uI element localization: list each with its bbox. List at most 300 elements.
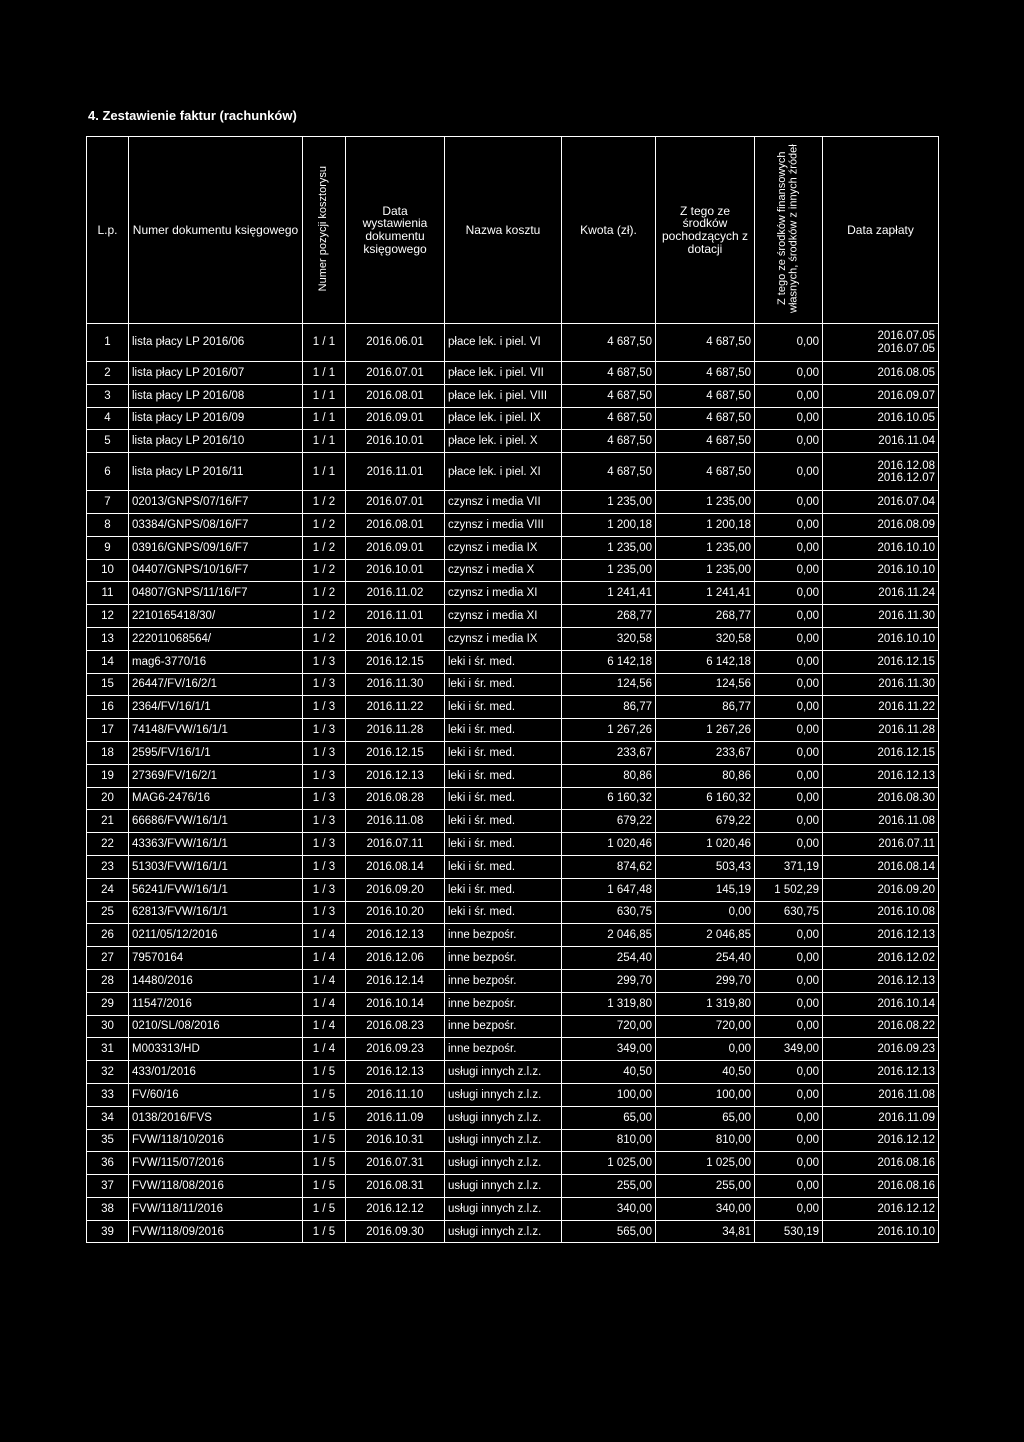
cell-grant-funds: 1 267,26 bbox=[656, 719, 755, 742]
column-header-payment-date: Data zapłaty bbox=[823, 137, 939, 324]
table-row bbox=[87, 969, 939, 992]
cell-grant-funds: 4 687,50 bbox=[656, 324, 755, 362]
cell-amount: 1 025,00 bbox=[562, 1152, 656, 1175]
cell-own-funds: 0,00 bbox=[755, 1015, 823, 1038]
cell-lp: 25 bbox=[87, 901, 129, 924]
invoice-table-body bbox=[87, 324, 939, 1243]
cell-payment-date bbox=[823, 855, 939, 878]
table-row bbox=[87, 491, 939, 514]
cell-issue-date: 2016.10.01 bbox=[346, 430, 445, 453]
payment-date-value: 2016.11.30 bbox=[878, 678, 935, 691]
cell-estimate-position: 1 / 3 bbox=[303, 878, 346, 901]
cell-grant-funds: 86,77 bbox=[656, 696, 755, 719]
table-row bbox=[87, 362, 939, 385]
cell-issue-date: 2016.12.15 bbox=[346, 741, 445, 764]
cell-cost-name: leki i śr. med. bbox=[445, 673, 562, 696]
cell-lp: 14 bbox=[87, 650, 129, 673]
payment-date-value: 2016.08.30 bbox=[877, 792, 935, 805]
cell-amount: 6 160,32 bbox=[562, 787, 656, 810]
table-row bbox=[87, 1038, 939, 1061]
cell-amount: 1 267,26 bbox=[562, 719, 656, 742]
cell-lp: 11 bbox=[87, 582, 129, 605]
cell-estimate-position: 1 / 5 bbox=[303, 1061, 346, 1084]
cell-amount: 6 142,18 bbox=[562, 650, 656, 673]
cell-issue-date: 2016.11.08 bbox=[346, 810, 445, 833]
cell-payment-date bbox=[823, 1197, 939, 1220]
cell-issue-date: 2016.10.01 bbox=[346, 627, 445, 650]
cell-issue-date: 2016.09.23 bbox=[346, 1038, 445, 1061]
cell-amount: 1 200,18 bbox=[562, 513, 656, 536]
cell-document-number: lista płacy LP 2016/09 bbox=[129, 407, 303, 430]
cell-issue-date: 2016.09.30 bbox=[346, 1220, 445, 1243]
cell-issue-date: 2016.12.13 bbox=[346, 1061, 445, 1084]
cell-own-funds: 0,00 bbox=[755, 605, 823, 628]
cell-issue-date: 2016.08.01 bbox=[346, 513, 445, 536]
table-row bbox=[87, 536, 939, 559]
table-row bbox=[87, 764, 939, 787]
cell-document-number: 04407/GNPS/10/16/F7 bbox=[129, 559, 303, 582]
table-row bbox=[87, 901, 939, 924]
cell-grant-funds: 4 687,50 bbox=[656, 362, 755, 385]
cell-own-funds: 0,00 bbox=[755, 513, 823, 536]
cell-own-funds: 0,00 bbox=[755, 1197, 823, 1220]
cell-grant-funds: 503,43 bbox=[656, 855, 755, 878]
cell-grant-funds: 6 160,32 bbox=[656, 787, 755, 810]
cell-own-funds: 0,00 bbox=[755, 491, 823, 514]
cell-grant-funds: 0,00 bbox=[656, 901, 755, 924]
cell-estimate-position: 1 / 1 bbox=[303, 407, 346, 430]
cell-estimate-position: 1 / 2 bbox=[303, 513, 346, 536]
cell-grant-funds: 320,58 bbox=[656, 627, 755, 650]
cell-lp: 26 bbox=[87, 924, 129, 947]
cell-payment-date bbox=[823, 582, 939, 605]
cell-issue-date: 2016.07.01 bbox=[346, 491, 445, 514]
cell-payment-date bbox=[823, 1106, 939, 1129]
cell-estimate-position: 1 / 4 bbox=[303, 1015, 346, 1038]
cell-amount: 254,40 bbox=[562, 947, 656, 970]
cell-grant-funds: 255,00 bbox=[656, 1175, 755, 1198]
cell-issue-date: 2016.08.23 bbox=[346, 1015, 445, 1038]
cell-payment-date bbox=[823, 696, 939, 719]
cell-issue-date: 2016.11.28 bbox=[346, 719, 445, 742]
cell-document-number: 222011068564/ bbox=[129, 627, 303, 650]
payment-date-value: 2016.08.14 bbox=[877, 860, 935, 873]
cell-cost-name: inne bezpośr. bbox=[445, 1038, 562, 1061]
table-row bbox=[87, 1152, 939, 1175]
cell-amount: 4 687,50 bbox=[562, 430, 656, 453]
cell-issue-date: 2016.08.14 bbox=[346, 855, 445, 878]
cell-own-funds: 349,00 bbox=[755, 1038, 823, 1061]
cell-lp: 32 bbox=[87, 1061, 129, 1084]
cell-amount: 1 235,00 bbox=[562, 536, 656, 559]
cell-lp: 9 bbox=[87, 536, 129, 559]
cell-grant-funds: 2 046,85 bbox=[656, 924, 755, 947]
cell-own-funds: 0,00 bbox=[755, 559, 823, 582]
cell-own-funds: 0,00 bbox=[755, 1106, 823, 1129]
cell-amount: 233,67 bbox=[562, 741, 656, 764]
cell-lp: 37 bbox=[87, 1175, 129, 1198]
cell-estimate-position: 1 / 2 bbox=[303, 559, 346, 582]
cell-document-number: 11547/2016 bbox=[129, 992, 303, 1015]
cell-issue-date: 2016.12.15 bbox=[346, 650, 445, 673]
cell-estimate-position: 1 / 3 bbox=[303, 901, 346, 924]
cell-amount: 1 235,00 bbox=[562, 559, 656, 582]
cell-grant-funds: 4 687,50 bbox=[656, 407, 755, 430]
cell-estimate-position: 1 / 3 bbox=[303, 741, 346, 764]
table-row bbox=[87, 1197, 939, 1220]
payment-date-value: 2016.08.16 bbox=[877, 1179, 935, 1192]
column-header-cost-name: Nazwa kosztu bbox=[445, 137, 562, 324]
payment-date-value: 2016.12.13 bbox=[877, 769, 935, 782]
cell-payment-date bbox=[823, 1129, 939, 1152]
cell-estimate-position: 1 / 2 bbox=[303, 627, 346, 650]
payment-date-value: 2016.12.02 bbox=[877, 951, 935, 964]
cell-payment-date bbox=[823, 627, 939, 650]
cell-document-number: 03916/GNPS/09/16/F7 bbox=[129, 536, 303, 559]
cell-document-number: 0210/SL/08/2016 bbox=[129, 1015, 303, 1038]
cell-issue-date: 2016.12.06 bbox=[346, 947, 445, 970]
cell-amount: 4 687,50 bbox=[562, 384, 656, 407]
cell-document-number: lista płacy LP 2016/07 bbox=[129, 362, 303, 385]
cell-cost-name: płace lek. i piel. XI bbox=[445, 453, 562, 491]
cell-issue-date: 2016.10.20 bbox=[346, 901, 445, 924]
cell-issue-date: 2016.10.01 bbox=[346, 559, 445, 582]
cell-own-funds: 0,00 bbox=[755, 764, 823, 787]
cell-lp: 12 bbox=[87, 605, 129, 628]
cell-document-number: 2595/FV/16/1/1 bbox=[129, 741, 303, 764]
cell-cost-name: czynsz i media XI bbox=[445, 582, 562, 605]
cell-payment-date bbox=[823, 491, 939, 514]
table-row bbox=[87, 1015, 939, 1038]
table-row bbox=[87, 407, 939, 430]
cell-document-number: lista płacy LP 2016/06 bbox=[129, 324, 303, 362]
table-header-row bbox=[87, 137, 939, 324]
cell-document-number: 14480/2016 bbox=[129, 969, 303, 992]
payment-date-value: 2016.11.30 bbox=[878, 610, 935, 623]
cell-own-funds: 0,00 bbox=[755, 969, 823, 992]
cell-cost-name: usługi innych z.l.z. bbox=[445, 1175, 562, 1198]
cell-own-funds: 0,00 bbox=[755, 1083, 823, 1106]
cell-estimate-position: 1 / 1 bbox=[303, 324, 346, 362]
cell-lp: 3 bbox=[87, 384, 129, 407]
cell-amount: 340,00 bbox=[562, 1197, 656, 1220]
cell-cost-name: usługi innych z.l.z. bbox=[445, 1152, 562, 1175]
cell-payment-date bbox=[823, 362, 939, 385]
cell-document-number: 2210165418/30/ bbox=[129, 605, 303, 628]
cell-document-number: 0211/05/12/2016 bbox=[129, 924, 303, 947]
payment-date-value: 2016.07.11 bbox=[878, 838, 935, 850]
cell-document-number: 2364/FV/16/1/1 bbox=[129, 696, 303, 719]
cell-estimate-position: 1 / 3 bbox=[303, 833, 346, 856]
cell-lp: 31 bbox=[87, 1038, 129, 1061]
cell-issue-date: 2016.12.12 bbox=[346, 1197, 445, 1220]
cell-own-funds: 0,00 bbox=[755, 719, 823, 742]
payment-date-value: 2016.10.10 bbox=[877, 632, 935, 645]
cell-own-funds: 0,00 bbox=[755, 453, 823, 491]
cell-issue-date: 2016.06.01 bbox=[346, 324, 445, 362]
cell-estimate-position: 1 / 5 bbox=[303, 1175, 346, 1198]
table-row bbox=[87, 787, 939, 810]
cell-estimate-position: 1 / 2 bbox=[303, 582, 346, 605]
cell-estimate-position: 1 / 5 bbox=[303, 1197, 346, 1220]
cell-estimate-position: 1 / 3 bbox=[303, 650, 346, 673]
cell-issue-date: 2016.11.09 bbox=[346, 1106, 445, 1129]
cell-payment-date bbox=[823, 992, 939, 1015]
cell-own-funds: 0,00 bbox=[755, 673, 823, 696]
cell-own-funds: 0,00 bbox=[755, 992, 823, 1015]
cell-document-number: MAG6-2476/16 bbox=[129, 787, 303, 810]
cell-lp: 8 bbox=[87, 513, 129, 536]
cell-cost-name: leki i śr. med. bbox=[445, 810, 562, 833]
cell-document-number: 56241/FVW/16/1/1 bbox=[129, 878, 303, 901]
cell-issue-date: 2016.08.28 bbox=[346, 787, 445, 810]
cell-grant-funds: 100,00 bbox=[656, 1083, 755, 1106]
cell-own-funds: 0,00 bbox=[755, 947, 823, 970]
cell-grant-funds: 124,56 bbox=[656, 673, 755, 696]
cell-cost-name: czynsz i media IX bbox=[445, 627, 562, 650]
cell-issue-date: 2016.08.01 bbox=[346, 384, 445, 407]
cell-amount: 1 241,41 bbox=[562, 582, 656, 605]
cell-payment-date bbox=[823, 810, 939, 833]
cell-amount: 4 687,50 bbox=[562, 453, 656, 491]
cell-document-number: 79570164 bbox=[129, 947, 303, 970]
cell-own-funds: 0,00 bbox=[755, 741, 823, 764]
cell-estimate-position: 1 / 3 bbox=[303, 810, 346, 833]
cell-lp: 30 bbox=[87, 1015, 129, 1038]
cell-amount: 80,86 bbox=[562, 764, 656, 787]
cell-grant-funds: 1 319,80 bbox=[656, 992, 755, 1015]
payment-date-value: 2016.12.13 bbox=[877, 1065, 935, 1078]
table-row bbox=[87, 1220, 939, 1243]
table-row bbox=[87, 673, 939, 696]
cell-cost-name: płace lek. i piel. X bbox=[445, 430, 562, 453]
payment-date-value: 2016.12.07 bbox=[877, 471, 935, 484]
cell-issue-date: 2016.09.20 bbox=[346, 878, 445, 901]
cell-estimate-position: 1 / 4 bbox=[303, 924, 346, 947]
cell-amount: 124,56 bbox=[562, 673, 656, 696]
cell-cost-name: płace lek. i piel. VI bbox=[445, 324, 562, 362]
cell-payment-date bbox=[823, 901, 939, 924]
section-title: 4. Zestawienie faktur (rachunków) bbox=[88, 108, 297, 123]
cell-estimate-position: 1 / 3 bbox=[303, 787, 346, 810]
cell-estimate-position: 1 / 2 bbox=[303, 491, 346, 514]
cell-document-number: 74148/FVW/16/1/1 bbox=[129, 719, 303, 742]
table-row bbox=[87, 559, 939, 582]
cell-payment-date bbox=[823, 1175, 939, 1198]
cell-payment-date bbox=[823, 650, 939, 673]
table-row bbox=[87, 627, 939, 650]
cell-document-number: M003313/HD bbox=[129, 1038, 303, 1061]
cell-estimate-position: 1 / 1 bbox=[303, 362, 346, 385]
cell-lp: 10 bbox=[87, 559, 129, 582]
table-row bbox=[87, 992, 939, 1015]
table-row bbox=[87, 513, 939, 536]
cell-own-funds: 0,00 bbox=[755, 1129, 823, 1152]
cell-cost-name: czynsz i media X bbox=[445, 559, 562, 582]
cell-issue-date: 2016.10.14 bbox=[346, 992, 445, 1015]
payment-date-value: 2016.10.10 bbox=[877, 541, 935, 554]
cell-amount: 2 046,85 bbox=[562, 924, 656, 947]
payment-date-value: 2016.10.10 bbox=[877, 564, 935, 577]
cell-cost-name: leki i śr. med. bbox=[445, 696, 562, 719]
cell-grant-funds: 0,00 bbox=[656, 1038, 755, 1061]
cell-grant-funds: 40,50 bbox=[656, 1061, 755, 1084]
cell-estimate-position: 1 / 4 bbox=[303, 947, 346, 970]
cell-estimate-position: 1 / 1 bbox=[303, 384, 346, 407]
cell-amount: 320,58 bbox=[562, 627, 656, 650]
cell-lp: 5 bbox=[87, 430, 129, 453]
table-row bbox=[87, 650, 939, 673]
payment-date-value: 2016.11.22 bbox=[878, 701, 935, 714]
cell-estimate-position: 1 / 5 bbox=[303, 1152, 346, 1175]
cell-payment-date bbox=[823, 1061, 939, 1084]
cell-amount: 4 687,50 bbox=[562, 407, 656, 430]
cell-payment-date bbox=[823, 947, 939, 970]
cell-issue-date: 2016.12.13 bbox=[346, 924, 445, 947]
cell-lp: 13 bbox=[87, 627, 129, 650]
cell-estimate-position: 1 / 1 bbox=[303, 430, 346, 453]
cell-amount: 268,77 bbox=[562, 605, 656, 628]
cell-amount: 1 319,80 bbox=[562, 992, 656, 1015]
cell-document-number: FVW/118/08/2016 bbox=[129, 1175, 303, 1198]
payment-date-value: 2016.12.08 bbox=[877, 459, 935, 472]
cell-lp: 29 bbox=[87, 992, 129, 1015]
payment-date-value: 2016.12.13 bbox=[877, 974, 935, 987]
cell-document-number: 433/01/2016 bbox=[129, 1061, 303, 1084]
cell-payment-date bbox=[823, 1083, 939, 1106]
cell-lp: 17 bbox=[87, 719, 129, 742]
cell-cost-name: inne bezpośr. bbox=[445, 1015, 562, 1038]
cell-own-funds: 0,00 bbox=[755, 924, 823, 947]
cell-amount: 1 020,46 bbox=[562, 833, 656, 856]
cell-payment-date bbox=[823, 764, 939, 787]
cell-own-funds: 0,00 bbox=[755, 407, 823, 430]
table-row bbox=[87, 696, 939, 719]
cell-amount: 349,00 bbox=[562, 1038, 656, 1061]
table-row bbox=[87, 384, 939, 407]
cell-cost-name: leki i śr. med. bbox=[445, 741, 562, 764]
cell-cost-name: inne bezpośr. bbox=[445, 992, 562, 1015]
cell-lp: 24 bbox=[87, 878, 129, 901]
cell-grant-funds: 679,22 bbox=[656, 810, 755, 833]
cell-cost-name: usługi innych z.l.z. bbox=[445, 1129, 562, 1152]
cell-document-number: lista płacy LP 2016/08 bbox=[129, 384, 303, 407]
cell-payment-date bbox=[823, 1220, 939, 1243]
cell-payment-date bbox=[823, 559, 939, 582]
cell-estimate-position: 1 / 5 bbox=[303, 1083, 346, 1106]
cell-grant-funds: 4 687,50 bbox=[656, 453, 755, 491]
cell-grant-funds: 145,19 bbox=[656, 878, 755, 901]
payment-date-value: 2016.11.04 bbox=[878, 435, 935, 448]
column-header-own-funds: Z tego ze środków finansowych własnych, środków z innych źródeł bbox=[755, 137, 823, 324]
payment-date-value: 2016.10.08 bbox=[877, 906, 935, 919]
cell-estimate-position: 1 / 2 bbox=[303, 605, 346, 628]
cell-payment-date bbox=[823, 673, 939, 696]
cell-document-number: FVW/115/07/2016 bbox=[129, 1152, 303, 1175]
cell-document-number: FVW/118/09/2016 bbox=[129, 1220, 303, 1243]
payment-date-value: 2016.07.05 bbox=[877, 330, 935, 343]
cell-own-funds: 0,00 bbox=[755, 650, 823, 673]
cell-grant-funds: 4 687,50 bbox=[656, 384, 755, 407]
cell-document-number: lista płacy LP 2016/10 bbox=[129, 430, 303, 453]
cell-document-number: FV/60/16 bbox=[129, 1083, 303, 1106]
cell-issue-date: 2016.07.01 bbox=[346, 362, 445, 385]
cell-own-funds: 0,00 bbox=[755, 362, 823, 385]
cell-lp: 33 bbox=[87, 1083, 129, 1106]
cell-document-number: 26447/FV/16/2/1 bbox=[129, 673, 303, 696]
cell-lp: 39 bbox=[87, 1220, 129, 1243]
payment-date-value: 2016.07.05 bbox=[877, 342, 935, 355]
table-row bbox=[87, 1129, 939, 1152]
cell-issue-date: 2016.11.30 bbox=[346, 673, 445, 696]
cell-document-number: FVW/118/10/2016 bbox=[129, 1129, 303, 1152]
cell-cost-name: leki i śr. med. bbox=[445, 764, 562, 787]
cell-amount: 86,77 bbox=[562, 696, 656, 719]
cell-own-funds: 0,00 bbox=[755, 833, 823, 856]
cell-own-funds: 371,19 bbox=[755, 855, 823, 878]
payment-date-value: 2016.11.08 bbox=[878, 815, 935, 828]
cell-own-funds: 630,75 bbox=[755, 901, 823, 924]
cell-grant-funds: 233,67 bbox=[656, 741, 755, 764]
cell-grant-funds: 4 687,50 bbox=[656, 430, 755, 453]
table-row bbox=[87, 1106, 939, 1129]
payment-date-value: 2016.12.13 bbox=[877, 929, 935, 942]
cell-lp: 23 bbox=[87, 855, 129, 878]
payment-date-value: 2016.08.16 bbox=[877, 1157, 935, 1170]
cell-payment-date bbox=[823, 536, 939, 559]
cell-grant-funds: 6 142,18 bbox=[656, 650, 755, 673]
cell-payment-date bbox=[823, 719, 939, 742]
cell-payment-date bbox=[823, 787, 939, 810]
table-row bbox=[87, 833, 939, 856]
cell-own-funds: 0,00 bbox=[755, 696, 823, 719]
table-row bbox=[87, 924, 939, 947]
cell-estimate-position: 1 / 5 bbox=[303, 1129, 346, 1152]
cell-own-funds: 0,00 bbox=[755, 324, 823, 362]
payment-date-value: 2016.08.09 bbox=[877, 518, 935, 531]
cell-cost-name: leki i śr. med. bbox=[445, 833, 562, 856]
table-row bbox=[87, 453, 939, 491]
cell-grant-funds: 299,70 bbox=[656, 969, 755, 992]
column-header-grant-funds: Z tego ze środków pochodzących z dotacji bbox=[656, 137, 755, 324]
table-row bbox=[87, 947, 939, 970]
cell-grant-funds: 1 235,00 bbox=[656, 491, 755, 514]
cell-grant-funds: 340,00 bbox=[656, 1197, 755, 1220]
cell-issue-date: 2016.12.14 bbox=[346, 969, 445, 992]
column-header-issue-date: Data wystawienia dokumentu księgowego bbox=[346, 137, 445, 324]
cell-cost-name: inne bezpośr. bbox=[445, 947, 562, 970]
cell-document-number: 02013/GNPS/07/16/F7 bbox=[129, 491, 303, 514]
cell-grant-funds: 1 235,00 bbox=[656, 536, 755, 559]
cell-cost-name: usługi innych z.l.z. bbox=[445, 1220, 562, 1243]
cell-lp: 27 bbox=[87, 947, 129, 970]
payment-date-value: 2016.12.12 bbox=[877, 1202, 935, 1215]
cell-lp: 4 bbox=[87, 407, 129, 430]
cell-amount: 679,22 bbox=[562, 810, 656, 833]
table-row bbox=[87, 1175, 939, 1198]
cell-own-funds: 0,00 bbox=[755, 810, 823, 833]
cell-document-number: 03384/GNPS/08/16/F7 bbox=[129, 513, 303, 536]
cell-cost-name: usługi innych z.l.z. bbox=[445, 1197, 562, 1220]
payment-date-value: 2016.09.23 bbox=[877, 1043, 935, 1056]
cell-cost-name: płace lek. i piel. VII bbox=[445, 362, 562, 385]
cell-issue-date: 2016.08.31 bbox=[346, 1175, 445, 1198]
payment-date-value: 2016.11.09 bbox=[878, 1111, 935, 1124]
cell-lp: 34 bbox=[87, 1106, 129, 1129]
cell-issue-date: 2016.09.01 bbox=[346, 407, 445, 430]
cell-estimate-position: 1 / 3 bbox=[303, 719, 346, 742]
cell-payment-date bbox=[823, 384, 939, 407]
